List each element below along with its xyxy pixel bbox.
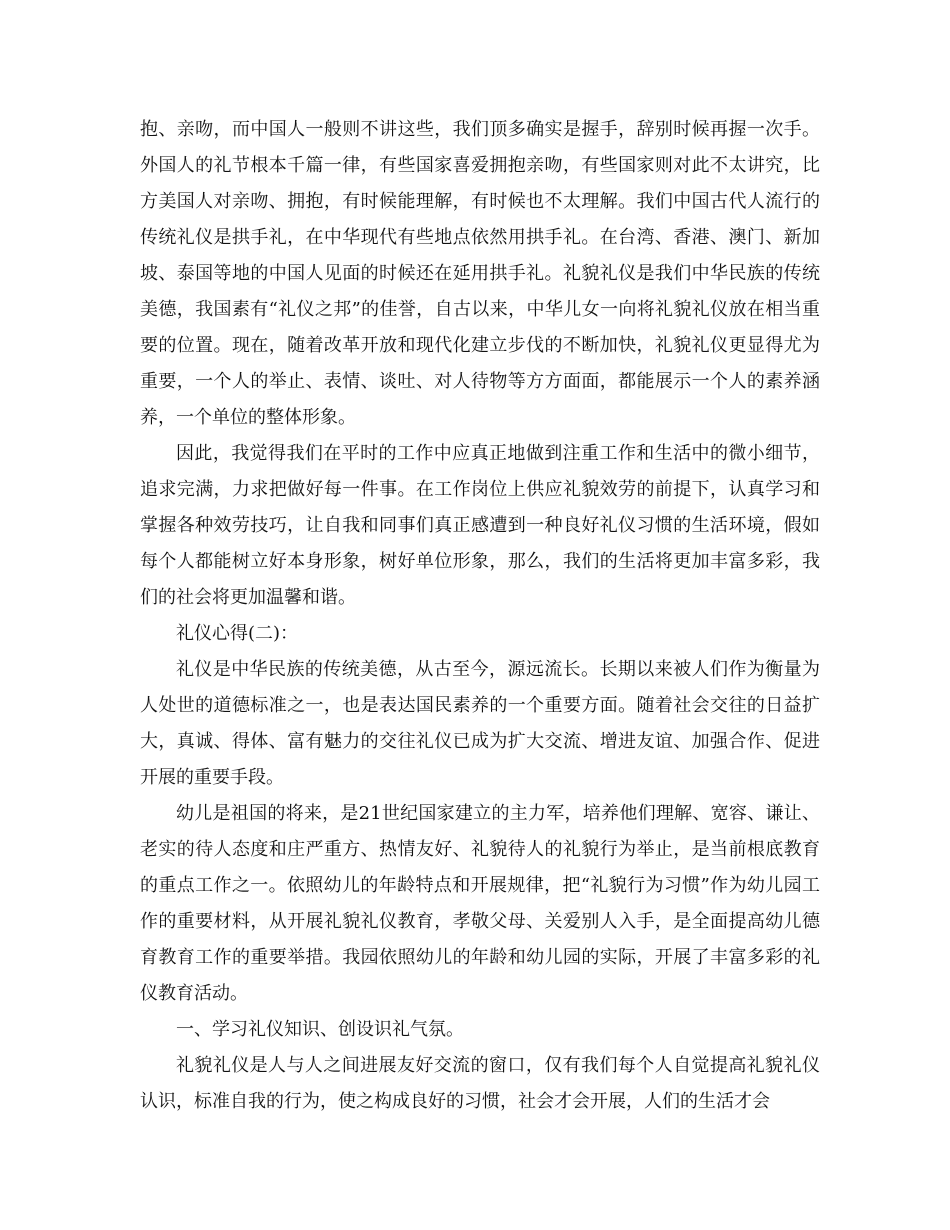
section-heading: 一、学习礼仪知识、创设识礼气氛。 — [176, 1019, 464, 1040]
paragraph: 礼仪是中华民族的传统美德，从古至今，源远流长。长期以来被人们作为衡量为人处世的道德标准之一，也是表达国民素养的一个重要方面。随着社会交往的日益扩大，真诚、得体、富有魅力的交往礼仪已成为扩大交流、增进友谊、加强合作、促进开展的重要手段。 — [140, 659, 820, 788]
section-heading: 礼仪心得(二)： — [176, 623, 299, 644]
paragraph: 因此，我觉得我们在平时的工作中应真正地做到注重工作和生活中的微小细节，追求完满，力求把做好每一件事。在工作岗位上供应礼貌效劳的前提下，认真学习和掌握各种效劳技巧，让自我和同事们真正感遭到一种良好礼仪习惯的生活环境，假如每个人都能树立好本身形象，树好单位形象，那么，我们的生活将更加丰富多彩，我们的社会将更加温馨和谐。 — [140, 443, 820, 608]
document-body — [140, 112, 820, 1120]
paragraph: 礼貌礼仪是人与人之间进展友好交流的窗口，仅有我们每个人自觉提高礼貌礼仪认识，标准自我的行为，使之构成良好的习惯，社会才会开展，人们的生活才会 — [140, 1055, 820, 1112]
paragraph: 幼儿是祖国的将来，是21世纪国家建立的主力军，培养他们理解、宽容、谦让、老实的待人态度和庄严重方、热情友好、礼貌待人的礼貌行为举止，是当前根底教育的重点工作之一。依照幼儿的年龄特点和开展规律，把“礼貌行为习惯”作为幼儿园工作的重要材料，从开展礼貌礼仪教育，孝敬父母、关爱别人入手，是全面提高幼儿德育教育工作的重要举措。我园依照幼儿的年龄和幼儿园的实际，开展了丰富多彩的礼仪教育活动。 — [140, 803, 820, 1004]
paragraph-continuation: 抱、亲吻，而中国人一般则不讲这些，我们顶多确实是握手，辞别时候再握一次手。外国人的礼节根本千篇一律，有些国家喜爱拥抱亲吻，有些国家则对此不太讲究，比方美国人对亲吻、拥抱，有时候能理解，有时候也不太理解。我们中国古代人流行的传统礼仪是拱手礼，在中华现代有些地点依然用拱手礼。在台湾、香港、澳门、新加坡、泰国等地的中国人见面的时候还在延用拱手礼。礼貌礼仪是我们中华民族的传统美德，我国素有“礼仪之邦”的佳誉，自古以来，中华儿女一向将礼貌礼仪放在相当重要的位置。现在，随着改革开放和现代化建立步伐的不断加快，礼貌礼仪更显得尤为重要，一个人的举止、表情、谈吐、对人待物等方方面面，都能展示一个人的素养涵养，一个单位的整体形象。 — [140, 119, 820, 428]
